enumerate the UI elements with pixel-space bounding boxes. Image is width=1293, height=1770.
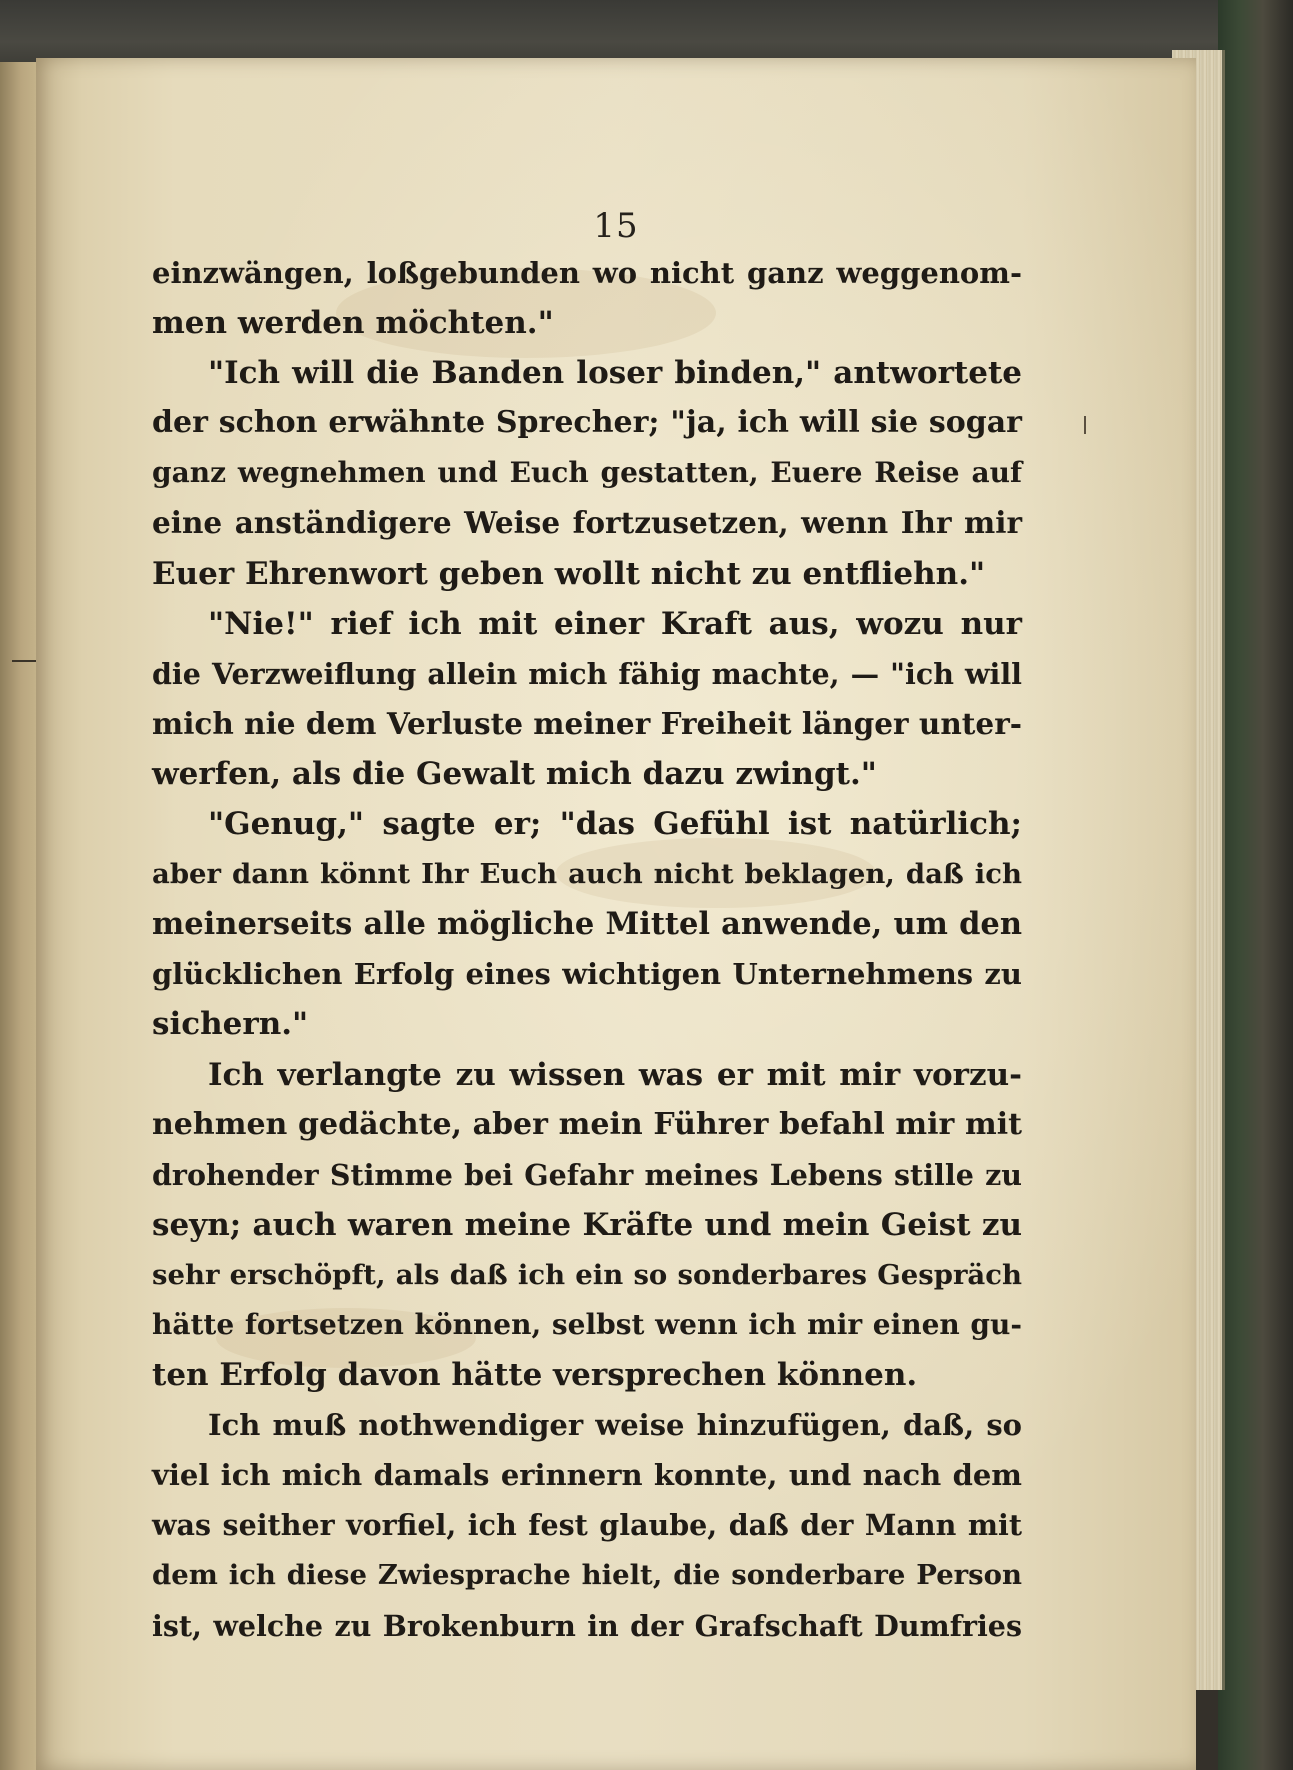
text-line: glücklichen Erfolg eines wichtigen Unternehmens zu [152,957,1022,992]
text-line: Euer Ehrenwort geben wollt nicht zu entfliehn." [152,555,986,592]
text-line: aber dann könnt Ihr Euch auch nicht beklagen, daß ich [152,858,1022,891]
text-line: der schon erwähnte Sprecher; "ja, ich will sie sogar [152,405,1022,441]
text-line: drohender Stimme bei Gefahr meines Lebens stille zu [152,1157,1022,1192]
text-line: ganz wegnehmen und Euch gestatten, Euere Reise auf [152,456,1022,490]
text-line: viel ich mich damals erinnern konnte, und nach dem [152,1458,1022,1493]
text-line: "Ich will die Banden loser binden," antwortete [208,355,1022,392]
text-line: men werden möchten." [152,305,554,342]
text-line: Ich verlangte zu wissen was er mit mir vorzu- [208,1056,1022,1093]
text-line: was seither vorfiel, ich fest glaube, daß der Mann mit [152,1508,1022,1543]
text-line: dem ich diese Zwiesprache hielt, die sonderbare Person [152,1559,1022,1592]
text-line: die Verzweiflung allein mich fähig machte, — "ich will [152,656,1022,691]
text-line: mich nie dem Verluste meiner Freiheit länger unter- [152,705,1022,741]
text-line: eine anständigere Weise fortzusetzen, wenn Ihr mir [152,505,1022,541]
text-line: hätte fortsetzen können, selbst wenn ich mir einen gu- [152,1307,1022,1341]
text-line: seyn; auch waren meine Kräfte und mein Geist zu [152,1206,1022,1243]
margin-mark-left [12,660,36,662]
text-line: nehmen gedächte, aber mein Führer befahl mir mit [152,1106,1022,1142]
page-number: 15 [593,206,639,246]
body-text [152,248,1022,1651]
book-page [36,58,1196,1770]
text-line: sichern." [152,1006,309,1043]
text-line: einzwängen, loßgebunden wo nicht ganz weggenom- [152,256,1022,290]
text-line: ten Erfolg davon hätte versprechen können. [152,1357,918,1394]
book-cover-right [1218,0,1293,1770]
text-line: Ich muß nothwendiger weise hinzufügen, daß, so [208,1408,1022,1443]
text-line: "Genug," sagte er; "das Gefühl ist natürlich; [208,806,1022,843]
text-line: ist, welche zu Brokenburn in der Grafschaft Dumfries [152,1608,1022,1643]
text-line: werfen, als die Gewalt mich dazu zwingt." [152,755,877,792]
text-line: "Nie!" rief ich mit einer Kraft aus, wozu nur [208,605,1022,642]
text-line: meinerseits alle mögliche Mittel anwende, um den [152,906,1022,943]
text-line: sehr erschöpft, als daß ich ein so sonderbares Gespräch [152,1258,1022,1291]
margin-mark [1084,416,1086,434]
